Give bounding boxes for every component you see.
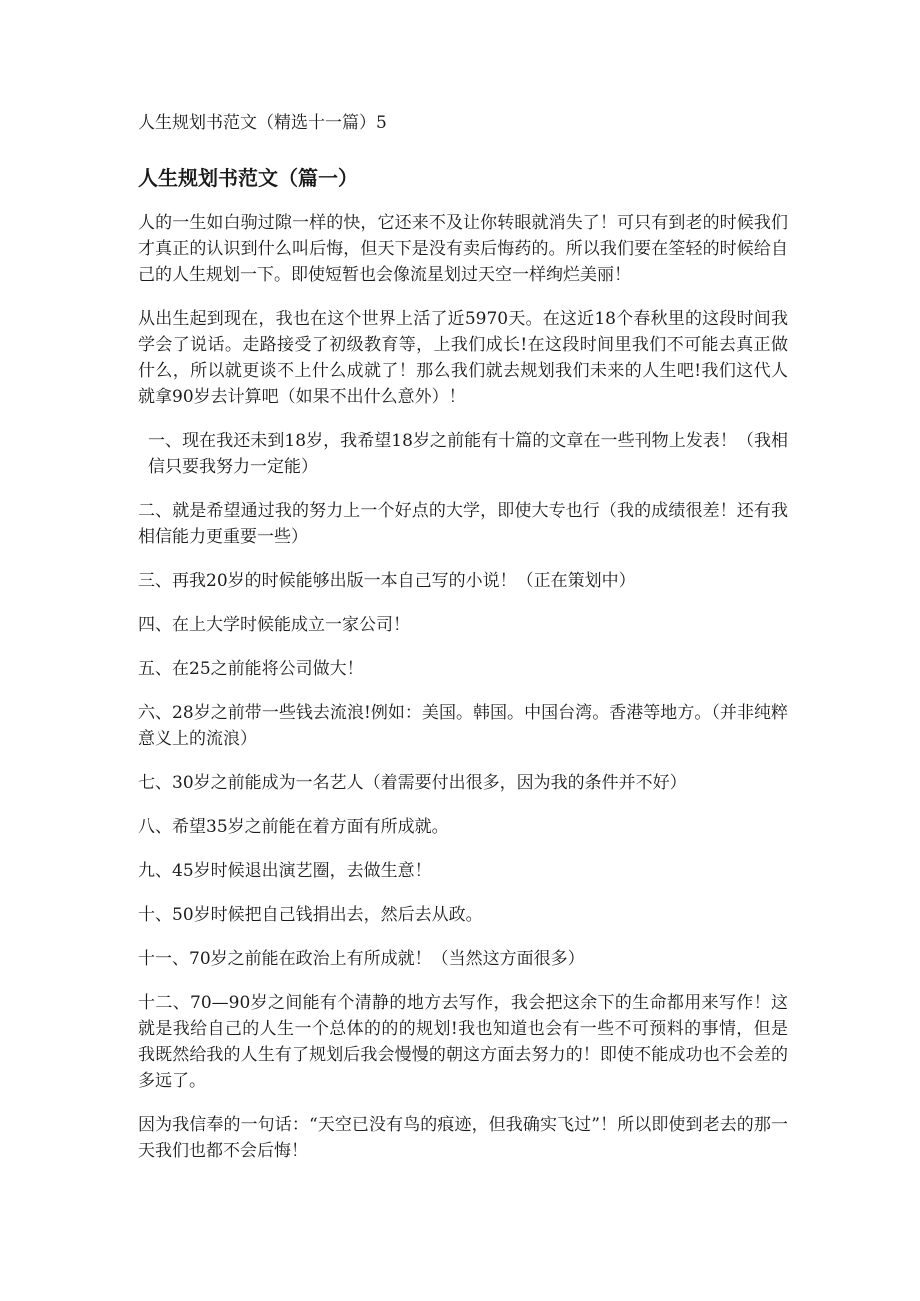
plan-item-2: 二、就是希望通过我的努力上一个好点的大学，即使大专也行（我的成绩很差！还有我相信能力更重要一些）: [138, 501, 788, 547]
plan-item-10: 十、50岁时候把自己钱捐出去，然后去从政。: [138, 905, 483, 925]
section-heading: 人生规划书范文（篇一）: [138, 166, 358, 190]
plan-item-8: 八、希望35岁之前能在着方面有所成就。: [138, 817, 449, 837]
paragraph-intro: 人的一生如白驹过隙一样的快，它还来不及让你转眼就消失了！可只有到老的时候我们才真正的认识到什么叫后悔，但天下是没有卖后悔药的。所以我们要在筌轻的时候给自己的人生规划一下。即使短暂也会像流星划过天空一样绚烂美丽！: [138, 213, 788, 285]
paragraph-background: 从出生起到现在，我也在这个世界上活了近5970天。在这近18个春秋里的这段时间我学会了说话。走路接受了初级教育等，上我们成长!在这段时间里我们不可能去真正做什么，所以就更谈不上什么成就了！那么我们就去规划我们未来的人生吧!我们这代人就拿90岁去计算吧（如果不出什么意外）！: [138, 309, 788, 407]
plan-item-7: 七、30岁之前能成为一名艺人（着需要付出很多，因为我的条件并不好）: [138, 773, 687, 793]
plan-item-12: 十二、70—90岁之间能有个清静的地方去写作，我会把这余下的生命都用来写作！这就是我给自己的人生一个总体的的的规划!我也知道也会有一些不可预料的事情，但是我既然给我的人生有了规划后我会慢慢的朝这方面去努力的！即使不能成功也不会差的多远了。: [138, 993, 788, 1091]
plan-item-9: 九、45岁时候退出演艺圈，去做生意！: [138, 861, 432, 881]
plan-item-11: 十一、70岁之前能在政治上有所成就！（当然这方面很多）: [138, 949, 585, 969]
plan-item-1: 一、现在我还未到18岁，我希望18岁之前能有十篇的文章在一些刊物上发表！（我相信只要我努力一定能）: [148, 431, 788, 477]
plan-item-6: 六、28岁之前带一些钱去流浪!例如：美国。韩国。中国台湾。香港等地方。（并非纯粹意义上的流浪）: [138, 703, 788, 749]
plan-item-5: 五、在25之前能将公司做大！: [138, 659, 364, 679]
paragraph-conclusion: 因为我信奉的一句话：“天空已没有鸟的痕迹，但我确实飞过”！所以即使到老去的那一天我们也都不会后悔！: [138, 1115, 788, 1161]
plan-item-3: 三、再我20岁的时候能够出版一本自己写的小说！（正在策划中）: [138, 571, 636, 591]
plan-item-4: 四、在上大学时候能成立一家公司！: [138, 615, 410, 635]
document-title: 人生规划书范文（精选十一篇）5: [138, 113, 387, 133]
document-body: [138, 210, 788, 1182]
